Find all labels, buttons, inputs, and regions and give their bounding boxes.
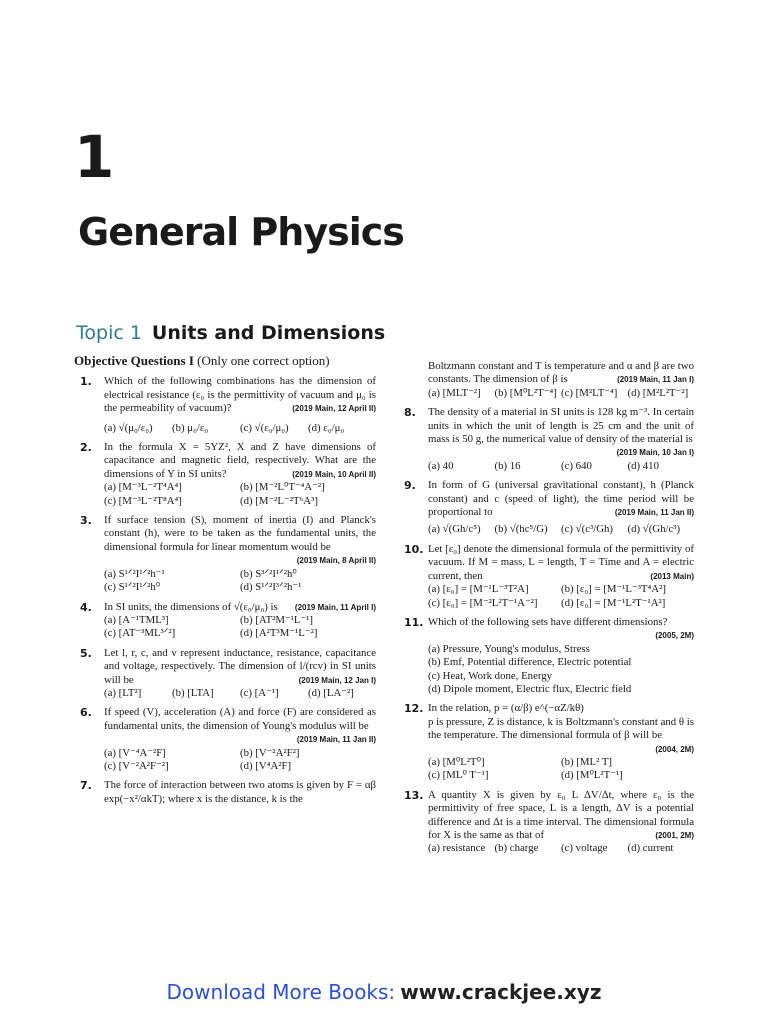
section-title: Objective Questions I bbox=[74, 353, 194, 368]
option-c: (c) √(ε₀/μ₀) bbox=[240, 421, 289, 434]
question-text: In SI units, the dimensions of √(ε₀/μ₀) is bbox=[104, 600, 278, 613]
option-a: (a) [ε₀] = [M⁻¹L⁻³T²A] bbox=[428, 583, 529, 596]
footer-download-banner[interactable] bbox=[0, 980, 768, 1005]
question-number: 10. bbox=[404, 542, 424, 556]
question-8 bbox=[398, 406, 694, 473]
question-11 bbox=[398, 616, 694, 696]
option-b: (b) [M⁻²L⁰T⁻⁴A⁻²] bbox=[240, 481, 325, 494]
question-number: 13. bbox=[404, 788, 424, 802]
option-c: (c) 640 bbox=[561, 459, 592, 472]
option-b: (b) [M⁰L²T⁻⁴] bbox=[494, 386, 557, 399]
question-number: 7. bbox=[80, 779, 92, 793]
option-b: (b) [V⁻²A²F²] bbox=[240, 746, 300, 759]
chapter-title: General Physics bbox=[78, 210, 404, 254]
topic-number: Topic 1 bbox=[76, 322, 142, 344]
question-number: 2. bbox=[80, 441, 92, 455]
question-4 bbox=[74, 601, 376, 641]
question-9 bbox=[398, 479, 694, 537]
question-text-continued: Boltzmann constant and T is temperature and α and β are two constants. The dimension of β is bbox=[428, 360, 694, 386]
left-column bbox=[74, 354, 376, 812]
question-source: (2013 Main) bbox=[650, 571, 694, 581]
question-number: 3. bbox=[80, 514, 92, 528]
option-a: (a) resistance bbox=[428, 842, 486, 855]
option-c: (c) [M²LT⁻⁴] bbox=[561, 386, 618, 399]
option-c: (c) [ML⁰ T⁻¹] bbox=[428, 769, 489, 782]
footer-url-link[interactable]: www.crackjee.xyz bbox=[400, 980, 602, 1004]
option-a: (a) [M⁻³L⁻²T⁴A⁴] bbox=[104, 481, 182, 494]
option-a: (a) [A⁻¹TML³] bbox=[104, 613, 169, 626]
option-d: (d) current bbox=[627, 842, 674, 855]
question-text: If speed (V), acceleration (A) and force (F) are considered as fundamental units, the dimension of Young's modulus will be bbox=[104, 706, 376, 732]
question-number: 6. bbox=[80, 706, 92, 720]
question-12 bbox=[398, 702, 694, 782]
question-5 bbox=[74, 647, 376, 701]
option-b: (b) [AT²M⁻¹L⁻¹] bbox=[240, 613, 313, 626]
option-a: (a) 40 bbox=[428, 459, 454, 472]
footer-label: Download More Books: bbox=[166, 980, 396, 1004]
question-text: A quantity X is given by ε₀ L ΔV/Δt, where ε₀ is the permittivity of free space, L is a length, ΔV is a potential difference and Δt is a time interval. The dimensional formula for X is the same as that of bbox=[428, 788, 694, 841]
question-6 bbox=[74, 706, 376, 773]
option-a: (a) S¹ᐟ²I¹ᐟ²h⁻¹ bbox=[104, 567, 165, 580]
option-a: (a) √(Gh/c⁵) bbox=[428, 523, 481, 536]
section-note: (Only one correct option) bbox=[197, 353, 330, 368]
question-source: (2019 Main, 10 April II) bbox=[292, 469, 376, 479]
option-d: (d) [M²L²T⁻²] bbox=[627, 386, 689, 399]
question-source: (2005, 2M) bbox=[655, 631, 694, 641]
question-number: 8. bbox=[404, 406, 416, 420]
option-d: (d) [ε₀] = [M⁻¹L²T⁻¹A²] bbox=[561, 596, 666, 609]
topic-heading bbox=[76, 322, 385, 344]
option-a: (a) [M⁰L²T⁰] bbox=[428, 755, 485, 768]
question-7 bbox=[74, 779, 376, 806]
question-number: 12. bbox=[404, 702, 424, 716]
option-d: (d) [A²T³M⁻¹L⁻²] bbox=[240, 627, 318, 640]
option-c: (c) Heat, Work done, Energy bbox=[428, 669, 553, 682]
option-b: (b) μ₀/ε₀ bbox=[172, 421, 209, 434]
question-source: (2019 Main, 11 April I) bbox=[294, 602, 376, 612]
question-text: Let l, r, c, and v represent inductance, resistance, capacitance and voltage, respectively. The dimension of l/(rcv) in SI units will be bbox=[104, 646, 376, 686]
option-a: (a) [LT²] bbox=[104, 686, 142, 699]
option-c: (c) √(c³/Gh) bbox=[561, 523, 614, 536]
section-heading bbox=[74, 354, 376, 367]
option-d: (d) [M⁻²L⁻²T⁶A³] bbox=[240, 494, 318, 507]
option-d: (d) Dipole moment, Electric flux, Electric field bbox=[428, 682, 632, 695]
question-2 bbox=[74, 441, 376, 508]
question-text: Let [ε₀] denote the dimensional formula of the permittivity of vacuum. If M = mass, L = length, T = Time and A = electric current, then bbox=[428, 542, 694, 582]
question-text: In the formula X = 5YZ², X and Z have dimensions of capacitance and magnetic field, respectively. What are the dimensions of Y in SI units? bbox=[104, 441, 376, 480]
question-source: (2019 Main, 8 April II) bbox=[296, 556, 376, 566]
question-source: (2019 Main, 11 Jan II) bbox=[614, 508, 694, 518]
question-source: (2019 Main, 11 Jan II) bbox=[296, 735, 376, 745]
option-d: (d) [V⁴A²F] bbox=[240, 759, 292, 772]
option-b: (b) S³ᐟ²I¹ᐟ²h⁰ bbox=[240, 567, 297, 580]
option-b: (b) charge bbox=[494, 842, 539, 855]
question-source: (2019 Main, 12 Jan I) bbox=[298, 675, 376, 685]
option-c: (c) [V⁻²A²F⁻²] bbox=[104, 759, 169, 772]
option-a: (a) √(μ₀/ε₀) bbox=[104, 421, 153, 434]
right-column bbox=[398, 360, 694, 862]
question-1 bbox=[74, 375, 376, 435]
option-d: (d) 410 bbox=[627, 459, 659, 472]
option-b: (b) Emf, Potential difference, Electric potential bbox=[428, 656, 632, 669]
question-3 bbox=[74, 514, 376, 594]
option-c: (c) [A⁻¹] bbox=[240, 686, 279, 699]
question-text: In the relation, p = (α/β) e^(−αZ/kθ) bbox=[428, 702, 584, 715]
question-number: 9. bbox=[404, 479, 416, 493]
question-text: If surface tension (S), moment of inertia (I) and Planck's constant (h), were to be taken as the fundamental units, the dimensional formula for linear momentum would be bbox=[104, 514, 376, 553]
option-b: (b) [ML² T] bbox=[561, 755, 613, 768]
question-number: 1. bbox=[80, 375, 92, 389]
question-source: (2004, 2M) bbox=[655, 744, 694, 754]
option-b: (b) [ε₀] = [M⁻¹L⁻³T⁴A²] bbox=[561, 583, 666, 596]
option-a: (a) [V⁻⁴A⁻²F] bbox=[104, 746, 166, 759]
option-c: (c) S¹ᐟ²I¹ᐟ²h⁰ bbox=[104, 581, 161, 594]
question-10 bbox=[398, 543, 694, 610]
question-text: Which of the following combinations has the dimension of electrical resistance (ε₀ is the permittivity of vacuum and μ₀ is the permeability of vacuum)? bbox=[104, 375, 376, 415]
option-d: (d) [M⁰L²T⁻¹] bbox=[561, 769, 623, 782]
question-source: (2019 Main, 12 April II) bbox=[292, 404, 376, 414]
question-13 bbox=[398, 789, 694, 856]
option-d: (d) √(Gh/c³) bbox=[627, 523, 681, 536]
question-number: 5. bbox=[80, 646, 92, 660]
chapter-number: 1 bbox=[74, 123, 115, 191]
option-b: (b) √(hc⁵/G) bbox=[494, 523, 548, 536]
option-b: (b) 16 bbox=[494, 459, 521, 472]
question-number: 11. bbox=[404, 615, 424, 629]
question-source: (2001, 2M) bbox=[655, 831, 694, 840]
option-b: (b) [LTA] bbox=[172, 686, 214, 699]
option-d: (d) [LA⁻²] bbox=[308, 686, 354, 699]
question-text: The density of a material in SI units is 128 kg m⁻³. In certain units in which the unit of length is 25 cm and the unit of mass is 50 g, the numerical value of density of the material is bbox=[428, 406, 694, 446]
question-7-continued bbox=[398, 360, 694, 400]
question-source: (2019 Main, 11 Jan I) bbox=[617, 375, 694, 385]
question-text-continued: p is pressure, Z is distance, k is Boltzmann's constant and θ is the temperature. The dimensional formula of β will be bbox=[428, 715, 694, 742]
question-source: (2019 Main, 10 Jan I) bbox=[616, 448, 694, 458]
question-text: The force of interaction between two atoms is given by F = αβ exp(−x²/αkT); where x is the distance, k is the bbox=[104, 779, 376, 805]
question-text: Which of the following sets have different dimensions? bbox=[428, 615, 668, 628]
question-text: In form of G (universal gravitational constant), h (Planck constant) and c (speed of light), the time period will be proportional to bbox=[428, 479, 694, 519]
option-d: (d) S¹ᐟ²I³ᐟ²h⁻¹ bbox=[240, 581, 302, 594]
option-a: (a) [MLT⁻²] bbox=[428, 386, 481, 399]
option-d: (d) ε₀/μ₀ bbox=[308, 421, 345, 434]
option-a: (a) Pressure, Young's modulus, Stress bbox=[428, 642, 590, 655]
topic-name: Units and Dimensions bbox=[151, 322, 386, 344]
option-c: (c) [ε₀] = [M⁻²L²T⁻¹A⁻²] bbox=[428, 596, 538, 609]
option-c: (c) voltage bbox=[561, 842, 608, 855]
option-c: (c) [AT⁻³ML³ᐟ²] bbox=[104, 627, 176, 640]
question-number: 4. bbox=[80, 600, 92, 614]
option-c: (c) [M⁻³L⁻²T⁸A⁴] bbox=[104, 494, 182, 507]
